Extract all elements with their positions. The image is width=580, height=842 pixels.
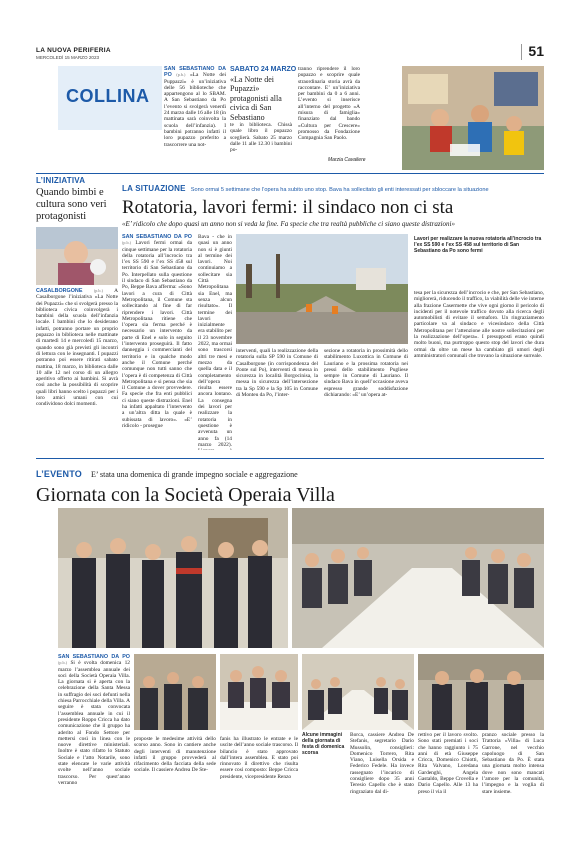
situation-byline: (p.b.)	[122, 240, 132, 246]
top-story-kicker: SABATO 24 MARZO	[230, 66, 297, 73]
situation-col1-text: Lavori fermi ormai da cinque settimane per la rotatoria della rotatoria all’incrocio tra l’ex SS 590 e l’ex SS 458 sul territorio di San Sebastiano da Po. Interpellato sulla questione il sindaco di San Sebastiano da Po, Beppe Bava afferma: «Sono lavori a cura di Città Metropolitana, il Comune sta sollecitando al fine di far riprendere i lavori. Città Metropolitana ritiene che l’opera sia ferma perché è necessario un intervento da parte di Enel e solo in seguito l’intervento proseguirà. Il fatto danneggia i commercianti del territorio e in qualche modo anche il Comune perché comunque non tutti sanno che l’opera è di competenza di Città Metropolitana e si pensa che sia il Comune a dover provvedere. Fa specie che fra enti pubblici ci siano queste distrazioni. Enel ha infatti appaltato l’intervento a un’altra ditta la quale è subissata di lavoro». «E’ ridicolo - prosegue	[122, 240, 192, 429]
top-story-col2: te in biblioteca. Chissà quale libro il pupazzo sceglierà. Sabato 25 marzo dalle 11 alle 12.30 i bambini po-	[230, 122, 292, 154]
event-col4: Borca, cassiere Andrea De Stefanis, segretario Dario Mussolin, consiglieri: Domenico Torrero, Rita Viano, Luisella Orsida e Federico Fedele. Ha invece rassegnato l’incarico di consigliere dopo 35 anni Teresio Capello che è stato ringraziato dal di-	[350, 732, 414, 795]
sidebar-body-text: A Casalborgone l’iniziativa «La Notte dei Pupazzi» che si svolgerà presso la biblioteca civica coinvolgerà i bambini della scuola dell’infanzia locale. I bambini che lo desiderano infatti, potranno portare un proprio pupazzo in biblioteca nelle mattinate di martedì 14 e mercoledì 15 marzo, quando sono già previsti gli incontri di lettura con le insegnanti. I pupazzi potranno poi essere ritirati sabato mattina, 18 marzo, in biblioteca dalle 10 alle 12 nel corso di un allegro aperitivo offerto ai bambini. Si avrà così anche la possibilità di scoprire quali libri hanno scelto i pupazzi per i loro amici umani con cui condividono dolci momenti.	[36, 288, 118, 408]
event-photo-small-1	[134, 654, 216, 730]
event-rule	[36, 458, 544, 459]
seated-members-photo	[134, 654, 216, 730]
situation-kicker: Sono ormai 5 settimane che l’opera ha subito uno stop. Bava ha sollecitato gli enti interessati per sbloccare la situazione	[190, 187, 489, 193]
event-col3: fanis ha illustrato le entrate e le uscite dell’anno sociale trascorso. Il bilancio è stato approvato dall’intera assemblea. E stato poi rinnovato il direttivo che risulta essere così composto: Beppe Cricca presidente, vicepresidente Renzo	[220, 736, 298, 780]
top-story-col1-text: «La Notte dei Puppazzi» è un’iniziativa delle 56 biblioteche che appartengono al lo SBAM. A San Sebastiano da Po l’evento si svolgerà venerdì 24 marzo dalle 16 alle 18 (in mattinata sarà coinvolta la scuola dell’infanzia). I bambini potranno infatti il loro pupazzo preferito a trascorrere una not-	[164, 72, 226, 148]
page-number-rule	[521, 44, 522, 60]
dining-hall-photo	[302, 654, 414, 730]
roundabout-photo	[236, 234, 408, 344]
issue-date: MERCOLEDÌ 15 MARZO 2023	[36, 55, 100, 60]
section-rule	[36, 173, 544, 174]
top-story-col3: tranno riprendere il loro pupazzo e scoprire quale straordinaria storia avrà da raccontare. E’ un’iniziativa per bambini da 0 a 6 anni. L’evento si inserisce all’interno del progetto «A misura di famiglia» finanziato dal bando «Cultura per Crescere» promosso da Fondazione Compagnia San Paolo.	[298, 66, 360, 142]
sidebar-initiative	[36, 176, 118, 452]
event-col6: pranzo sociale presso la Trattoria «Villa» di Luca Garrone, nel vecchio capoluogo di San Sebastiano da Po. È stata una giornata molto intensa dove non sono mancati l’amore per la comunità, l’impegno e la voglia di stare insieme.	[482, 732, 544, 795]
situation-col1	[122, 234, 192, 450]
members-group-photo	[58, 508, 288, 648]
event-col5: rettivo per il lavoro svolto. Sono stati premiati i soci che hanno raggiunto i 75 anni di età Giuseppe Cricca, Domenico Chiotti, Rita Valvano, Loredana Gardenghi, Angela Gastaldo, Beppe Crovella e Dario Capello. Alle 13 ha preso il via il	[418, 732, 478, 795]
child-with-puppet-photo	[36, 227, 118, 285]
event-photo-small-2	[220, 654, 298, 730]
event-byline: (p.b.)	[58, 660, 68, 666]
situation-header	[122, 176, 544, 228]
section-title: COLLINA	[66, 86, 150, 106]
event-tag: L’EVENTO	[36, 469, 82, 479]
award-ceremony-photo	[418, 654, 544, 730]
event-caption: Alcune immagini della giornata di festa di domenica scorsa	[302, 732, 345, 756]
top-story-location: SAN SEBASTIANO DA PO	[164, 66, 226, 79]
social-lunch-photo	[292, 508, 544, 648]
event-header	[36, 462, 544, 506]
situation-col3: interventi, quali la realizzazione della rotatoria sulla SP 590 in Comune di Casalborgone (in corrispondenza del Ponte sul Po), interventi di messa in sicurezza in località Borgocinisa, la messa in sicurezza dell’intersezione tra la Sp 590 e la Sp 105 in Comune di Monteu da Po, l’inter-	[236, 348, 318, 399]
top-story-col1	[164, 66, 226, 168]
event-photo-small-3	[302, 654, 414, 730]
sidebar-body	[36, 288, 118, 438]
event-col1	[58, 654, 130, 820]
situation-subhead: «E’ ridicolo che dopo quasi un anno non si veda la fine. Fa specie che tra realtà pubbliche ci siano queste distrazioni»	[122, 220, 455, 228]
sidebar-tag: L’INIZIATIVA	[36, 176, 86, 185]
sidebar-byline: (p.b.)	[93, 288, 103, 293]
masthead	[36, 42, 544, 64]
situation-col5: tesa per la sicurezza dell’incrocio e che, per San Sebastiano, migliorerà, riducendo il traffico, la viabilità delle vie interne alla frazione Casermette che vive ogni giorno il pericolo di incidenti per il notevole traffico dovuto alla ricerca degli automobilisti di evitare il semaforo. Un ringraziamento particolare va al sindaco e vicesindaco della Città Metropolitana per l’attenzione alle nostre sollecitazioni per la realizzazione dell’opera». I presupposti erano quindi molto buoni, ma purtroppo questo stop del lavori che dura ormai da oltre un mese ha cambiato gli umori degli amministratori comunali che trovano la situazione surreale.	[414, 290, 544, 359]
children-reading-photo	[402, 66, 544, 170]
event-location: SAN SEBASTIANO DA PO	[58, 654, 130, 660]
event-col1-text: Si è svolta domenica 12 marzo l’assemblea annuale dei soci della Società Operaia Villa. La giornata si è aperta con la celebrazione della Santa Messa in suffragio dei soci defunti nella chiesa Parrocchiale della Villa. A seguire è stata convocata l’assemblea annuale in cui il presidente Roppo Cricca ha dato comunicazione che il gruppo ha aderito al Fondo Settore per mettersi così in linea con le nuove direttive ministeriali. Inoltre è stato rifatto lo Statuto Sociale e l’atto Notarile, sono state elencate le varie attività svolte nell’anno sociale trascorso. Per quest’anno verranno	[58, 660, 130, 786]
sidebar-location: CASALBORGONE	[36, 288, 83, 294]
event-photo-group	[58, 508, 288, 648]
situation-headline: Rotatoria, lavori fermi: il sindaco non ci sta	[122, 197, 454, 218]
top-story-headline: «La Notte dei Pupazzi» protagonisti alla civica di San Sebastiano	[230, 75, 282, 122]
event-headline: Giornata con la Società Operaia Villa	[36, 484, 335, 506]
situation-caption: Lavori per realizzare la nuova rotatoria all’incrocio tra l’ex SS 590 e l’ex SS 458 sul territorio di San Sebastiano da Po sono fermi	[414, 236, 542, 254]
top-story-photo	[402, 66, 544, 170]
roadworks-photo	[236, 234, 408, 344]
situation-col4: sezione a rotatoria in prossimità dello stabilimento Luxottica in Comune di Lauriano e la prossima rotatoria nei pressi dello stabilimento Pugliese sempre in Comune di Lauriano. Il sindaco Bava in quell’occasione aveva espresso grande soddisfazione dichiarando: «E’ un’opera at-	[324, 348, 408, 399]
event-col2: proposte le medesime attività dello scorso anno. Sono in cantiere anche degli interventi di manutenzione infatti il gruppo provvederà al rifacimento della facciata della sede sociale. Il cassiere Andrea De Ste-	[134, 736, 216, 774]
page-number: 51	[528, 43, 544, 59]
situation-col2: Bava - che in quasi un anno non si è giunti al termine dei lavori. Noi continuiamo a sollecitare sia Città Metropolitana sia Enel, ma senza alcun risultato». Il termine dei lavori inizialmente era stabilito per il 23 novembre 2022, ma ormai sono trascorsi altri tre mesi e mezzo da quella data e il completamento dell’opera risulta essere ancora lontano. La consegna dei lavori per realizzare la rotatoria in questione è avvenuta un anno fa (14 marzo 2022).	[198, 234, 232, 448]
event-photo-lunch	[292, 508, 544, 648]
event-kicker: E’ stata una domenica di grande impegno sociale e aggregazione	[91, 470, 298, 479]
event-photo-small-4	[418, 654, 544, 730]
situation-tag: LA SITUAZIONE	[122, 184, 186, 193]
paper-name: LA NUOVA PERIFERIA	[36, 47, 111, 54]
top-story-author: Marzia Cavaliere	[328, 157, 366, 163]
sidebar-headline: Quando bimbi e cultura sono veri protagonisti	[36, 187, 107, 222]
sidebar-photo	[36, 227, 118, 285]
situation-location: SAN SEBASTIANO DA PO	[122, 234, 192, 240]
top-story-byline: (p.b.)	[176, 72, 186, 78]
table-guests-photo	[220, 654, 298, 730]
